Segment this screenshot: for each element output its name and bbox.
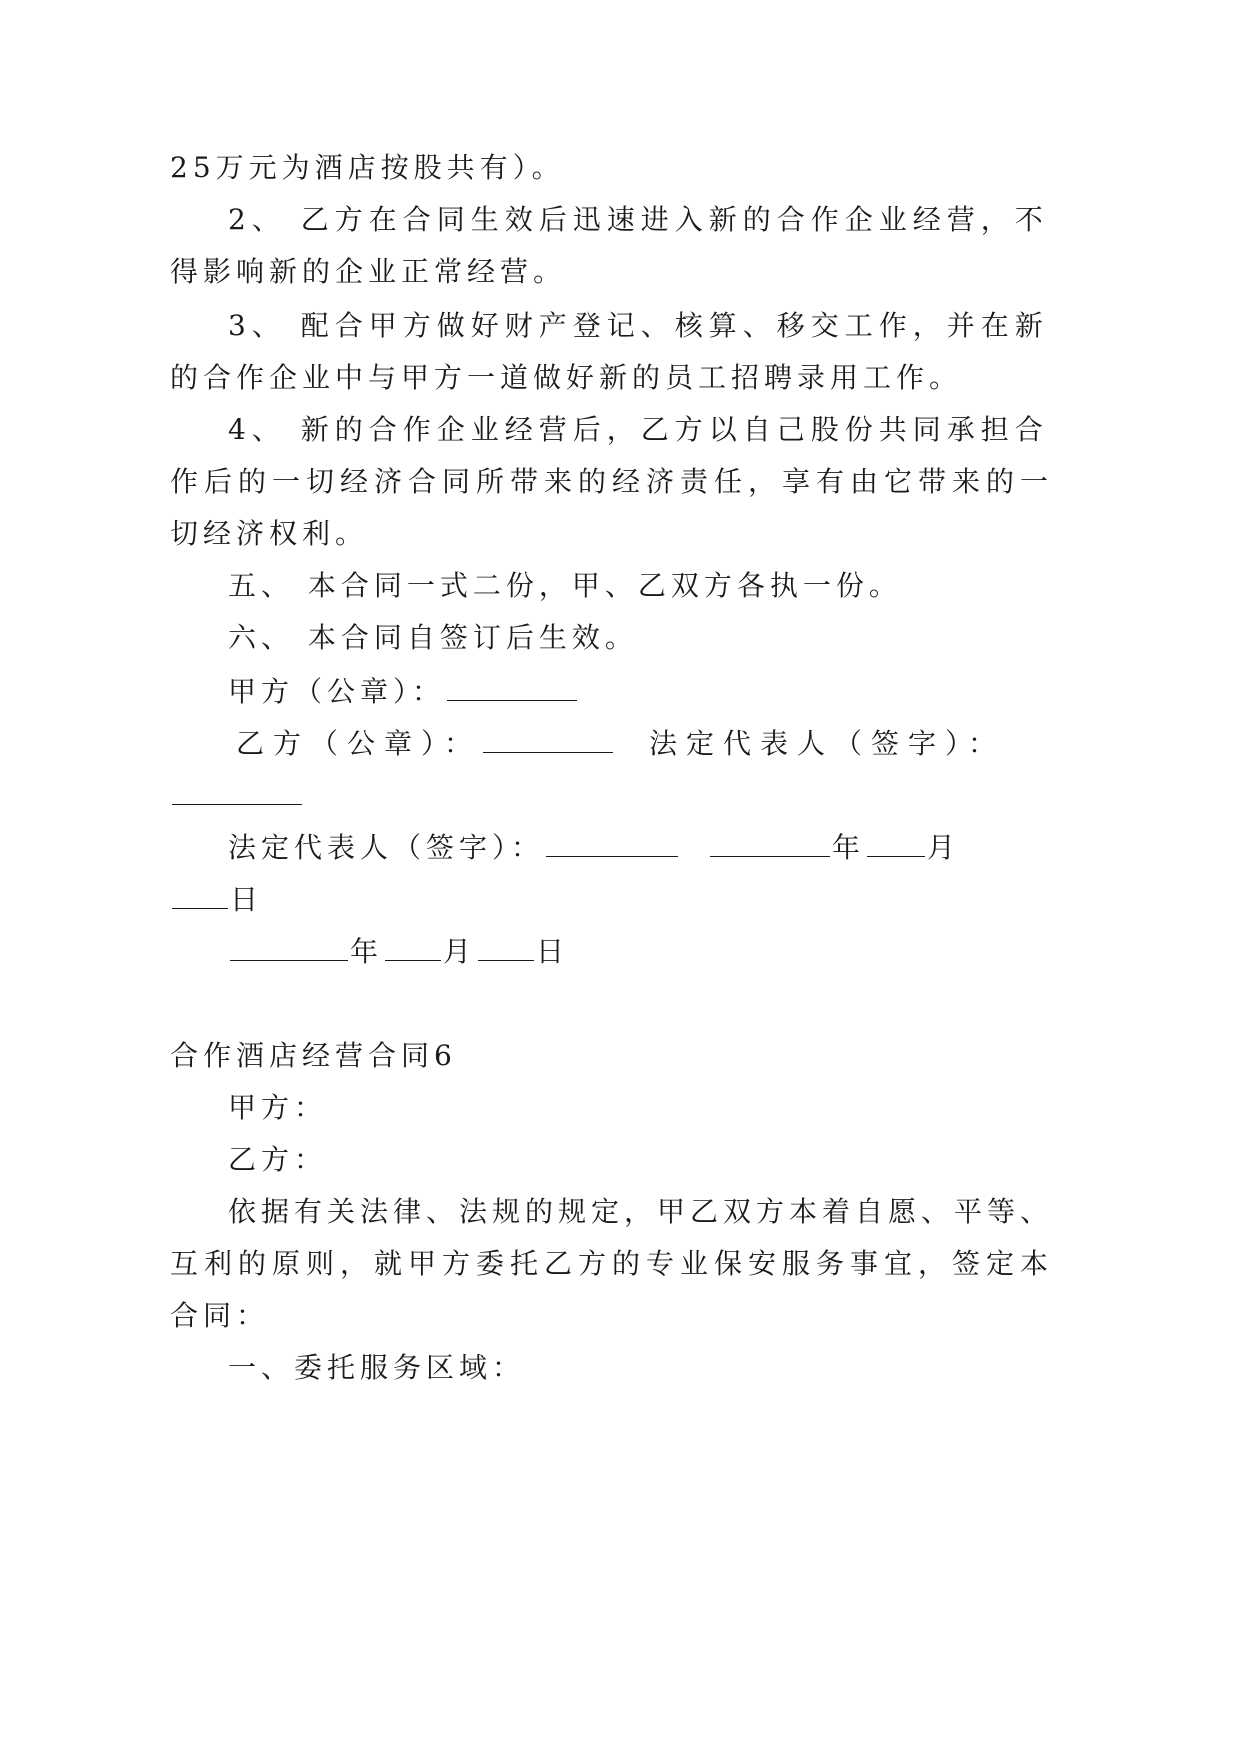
party-a-seal-label: 甲方（公章）： [228, 675, 446, 708]
date-line [228, 930, 569, 972]
clause-heading: 一、委托服务区域： [228, 1351, 526, 1384]
legal-rep-signature-blank-2 [546, 826, 678, 857]
blank-line [170, 774, 304, 816]
party-b-seal-blank [483, 722, 613, 753]
month-label-2: 月 [443, 935, 477, 968]
paragraph-line: 3、 配合甲方做好财产登记、核算、移交工作，并在新 [228, 309, 1049, 342]
paragraph-line: 的合作企业中与甲方一道做好新的员工招聘录用工作。 [170, 361, 963, 394]
paragraph-line: 作后的一切经济合同所带来的经济责任，享有由它带来的一 [170, 465, 1055, 498]
party-a-line: 甲方： [228, 1091, 328, 1124]
year-label-2: 年 [350, 935, 384, 968]
party-b-seal-line [236, 722, 1005, 764]
legal-rep-date-line [228, 826, 960, 868]
day-label-2: 日 [536, 935, 570, 968]
paragraph-line: 4、 新的合作企业经营后，乙方以自己股份共同承担合 [228, 413, 1049, 446]
year-blank-2 [230, 930, 348, 961]
day-blank-2 [478, 930, 534, 961]
paragraph-line: 得影响新的企业正常经营。 [170, 255, 567, 288]
day-label: 日 [230, 883, 264, 916]
paragraph-line: 2、 乙方在合同生效后迅速进入新的合作企业经营，不 [228, 203, 1049, 236]
month-label: 月 [927, 831, 961, 864]
month-blank-2 [385, 930, 441, 961]
legal-rep-label: 法定代表人（签字）： [649, 727, 1006, 760]
section-title: 合作酒店经营合同6 [170, 1039, 457, 1072]
legal-rep-label-2: 法定代表人（签字）： [228, 831, 545, 864]
party-b-seal-label: 乙方（公章）： [236, 727, 482, 760]
party-a-seal-blank [447, 670, 577, 701]
paragraph-line: 25万元为酒店按股共有）。 [170, 151, 565, 184]
paragraph-line: 五、 本合同一式二份，甲、乙双方各执一份。 [228, 569, 902, 602]
year-label: 年 [832, 831, 866, 864]
intro-line: 合同： [170, 1299, 270, 1332]
month-blank [867, 826, 925, 857]
year-blank [710, 826, 830, 857]
party-a-seal-line [228, 670, 579, 712]
paragraph-line: 切经济权利。 [170, 517, 369, 550]
paragraph-line: 六、 本合同自签订后生效。 [228, 621, 638, 654]
day-line [170, 878, 263, 920]
intro-line: 互利的原则，就甲方委托乙方的专业保安服务事宜，签定本 [170, 1247, 1055, 1280]
day-blank [172, 878, 228, 909]
intro-line: 依据有关法律、法规的规定，甲乙双方本着自愿、平等、 [228, 1195, 1054, 1228]
party-b-line: 乙方： [228, 1143, 328, 1176]
legal-rep-signature-blank [172, 774, 302, 805]
